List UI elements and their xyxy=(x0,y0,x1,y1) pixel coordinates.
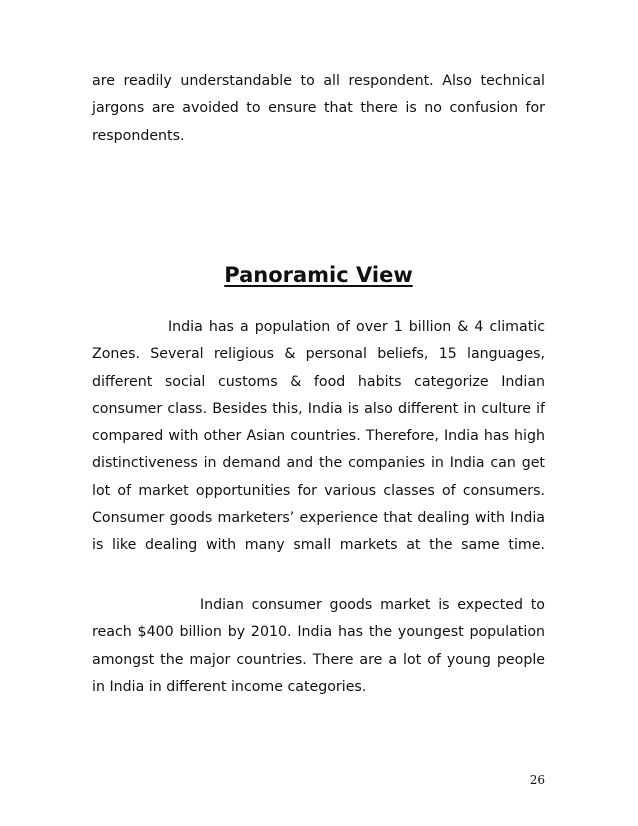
paragraph-panoramic-2: Indian consumer goods market is expected to reach $400 billion by 2010. India has the youngest population amongst the major countries. There are a lot of young people in India in different income categories. xyxy=(92,597,545,695)
section-heading: Panoramic View xyxy=(224,263,413,287)
paragraph-continued: are readily understandable to all respondent. Also technical jargons are avoided to ensure that there is no confusion for respondents. xyxy=(92,73,545,144)
paragraph-panoramic-1: India has a population of over 1 billion & 4 climatic Zones. Several religious & personal beliefs, 15 languages, different social customs & food habits categorize Indian consumer class. Besides this, India is also different in culture if compared with other Asian countries. Therefore, India has high distinctiveness in demand and the companies in India can get lot of market opportunities for various classes of consumers. Consumer goods marketers’ experience that dealing with India is like dealing with many small markets at the same time. xyxy=(92,319,545,554)
page-number: 26 xyxy=(529,773,545,787)
